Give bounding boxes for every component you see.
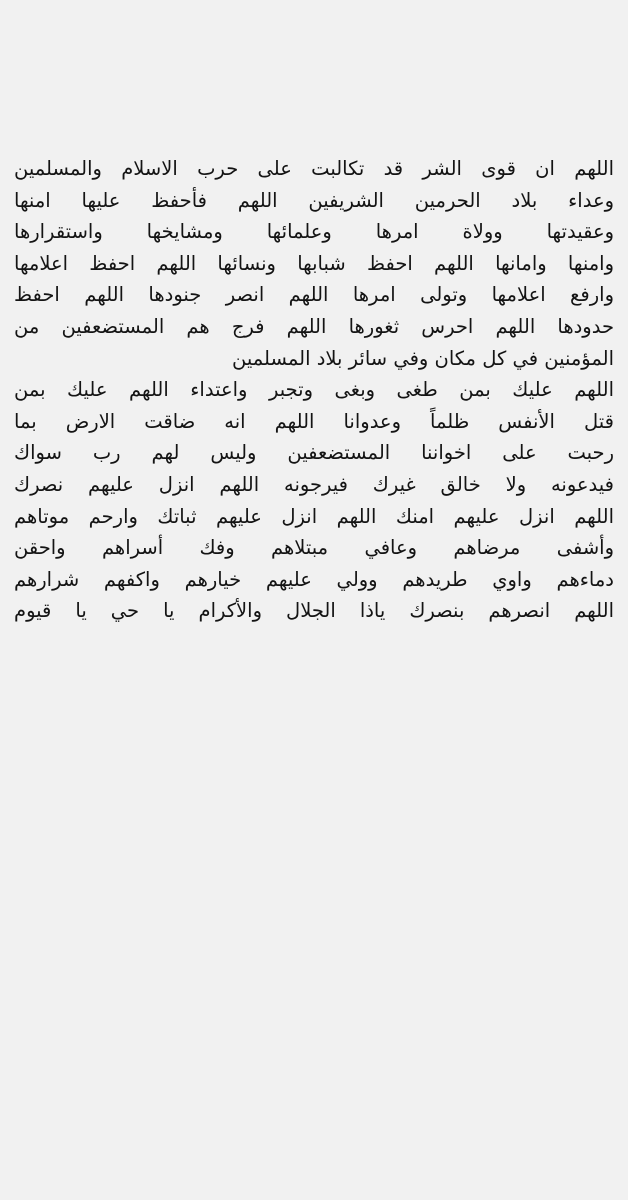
text-line: وأشفى مرضاهم وعافي مبتلاهم وفك أسراهم واحقن	[14, 536, 614, 560]
text-line: فيدعونه ولا خالق غيرك فيرجونه اللهم انزل عليهم نصرك	[14, 472, 614, 496]
text-line: اللهم انصرهم بنصرك ياذا الجلال والأكرام يا حي يا قيوم	[14, 599, 614, 623]
text-line: اللهم انزل عليهم امنك اللهم انزل عليهم ثباتك وارحم موتاهم	[14, 504, 614, 528]
text-line: وامنها وامانها اللهم احفظ شبابها ونسائها اللهم احفظ اعلامها	[14, 251, 614, 275]
paragraph-1	[14, 153, 614, 374]
text-line: اللهم عليك بمن طغى وبغى وتجبر واعتداء اللهم عليك بمن	[14, 378, 614, 402]
text-line: وارفع اعلامها وتولى امرها اللهم انصر جنودها اللهم احفظ	[14, 283, 614, 307]
text-line: قتل الأنفس ظلماً وعدوانا اللهم انه ضاقت الارض بما	[14, 409, 614, 433]
text-line: حدودها اللهم احرس ثغورها اللهم فرج هم المستضعفين من	[14, 314, 614, 338]
text-line: دماءهم واوي طريدهم وولي عليهم خيارهم واكفهم شرارهم	[14, 567, 614, 591]
text-line: وعداء بلاد الحرمين الشريفين اللهم فأحفظ عليها امنها	[14, 188, 614, 212]
text-line: رحبت على اخواننا المستضعفين وليس لهم رب سواك	[14, 441, 614, 465]
text-line: اللهم ان قوى الشر قد تكالبت على حرب الاسلام والمسلمين	[14, 157, 614, 180]
paragraph-2	[14, 374, 614, 627]
text-line: وعقيدتها وولاة امرها وعلمائها ومشايخها واستقرارها	[14, 220, 614, 244]
prayer-text	[14, 153, 614, 627]
text-line: المؤمنين في كل مكان وفي سائر بلاد المسلمين	[232, 346, 614, 370]
